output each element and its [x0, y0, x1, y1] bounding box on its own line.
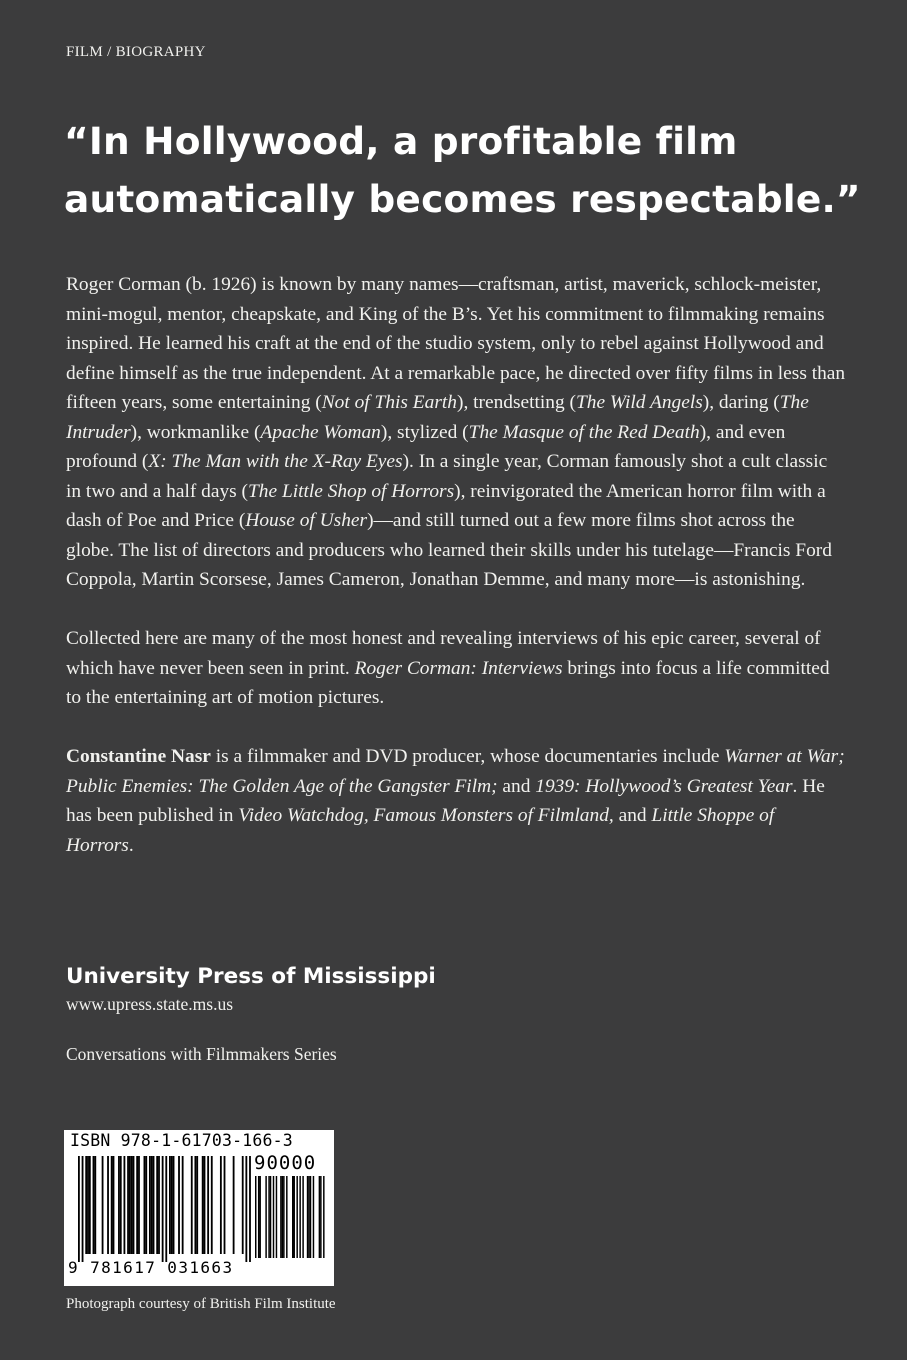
barcode-bar	[293, 1176, 294, 1258]
barcode-bar	[302, 1176, 303, 1258]
barcode-bar	[173, 1156, 175, 1254]
barcode-bar	[118, 1156, 120, 1254]
barcode-bar	[308, 1176, 309, 1258]
barcode-bar	[296, 1176, 297, 1258]
barcode-bar	[313, 1176, 314, 1258]
barcode-bar	[87, 1156, 89, 1254]
author-bio: Constantine Nasr is a filmmaker and DVD producer, whose documentaries include Warner at War; Public Enemies: The Golden Age of the Gangster Film; and 1939: Hollywood’s Greatest Year. He has been published in Video Watchdog, Famous Monsters of Filmland, and Little Shoppe of Horrors.	[66, 746, 845, 856]
barcode-bar	[245, 1156, 247, 1262]
barcode-bar	[259, 1176, 260, 1258]
isbn-number: ISBN 978-1-61703-166-3	[70, 1131, 293, 1150]
barcode-bar	[233, 1156, 235, 1254]
barcode-bar	[211, 1156, 213, 1254]
barcode-bar	[89, 1156, 91, 1254]
barcode-bar	[242, 1156, 244, 1254]
barcode-bar	[270, 1176, 271, 1258]
barcode-bar	[292, 1176, 293, 1258]
quote-line-2: automatically becomes respectable.”	[64, 177, 861, 221]
barcode-bar	[153, 1156, 155, 1254]
barcode-bar	[286, 1176, 287, 1258]
description	[66, 270, 846, 860]
barcode-digits: 9 781617 031663	[68, 1258, 234, 1277]
series-name: Conversations with Filmmakers Series	[66, 1044, 337, 1064]
barcode-bar	[129, 1156, 131, 1254]
barcode-bar	[224, 1156, 226, 1254]
barcode-bar	[265, 1176, 266, 1258]
barcode-bar	[171, 1156, 173, 1254]
barcode-bar	[158, 1156, 160, 1254]
pull-quote	[64, 112, 864, 228]
price-code: 90000	[254, 1152, 317, 1174]
barcode-bar	[310, 1176, 311, 1258]
barcode-bar	[93, 1156, 95, 1254]
barcode-bar	[282, 1176, 283, 1258]
barcode-bar	[136, 1156, 138, 1254]
barcode-bar	[78, 1156, 80, 1262]
barcode-bar	[165, 1156, 167, 1262]
photo-credit: Photograph courtesy of British Film Institute	[66, 1296, 336, 1312]
barcode-bar	[319, 1176, 320, 1258]
barcode-bar	[82, 1156, 84, 1262]
publisher-url: www.upress.state.ms.us	[66, 994, 234, 1014]
barcode-bar	[102, 1156, 104, 1254]
barcode-bar	[220, 1156, 222, 1254]
barcode-bar	[151, 1156, 153, 1254]
category-label: FILM / BIOGRAPHY	[66, 44, 206, 60]
barcode-bar	[120, 1156, 122, 1254]
barcode-bar	[107, 1156, 109, 1254]
barcode-bar	[273, 1176, 274, 1258]
barcode-bar	[111, 1156, 113, 1254]
barcode-bar	[299, 1176, 300, 1258]
barcode-bar	[144, 1156, 146, 1254]
barcode-bar	[194, 1156, 196, 1254]
barcode-bar	[94, 1156, 96, 1254]
barcode-bar	[255, 1176, 256, 1258]
barcode-bar	[191, 1156, 193, 1254]
barcode-bar	[113, 1156, 115, 1254]
barcode-bar	[145, 1156, 147, 1254]
barcode-bar	[133, 1156, 135, 1254]
barcode-bar	[320, 1176, 321, 1258]
barcode-bar	[276, 1176, 277, 1258]
quote-line-1: “In Hollywood, a profitable film	[64, 119, 738, 163]
barcode-bar	[178, 1156, 180, 1254]
barcode-bar	[258, 1176, 259, 1258]
barcode-bar	[127, 1156, 129, 1254]
barcode-bar	[323, 1176, 324, 1258]
barcode-bar	[131, 1156, 133, 1254]
barcode-bar	[307, 1176, 308, 1258]
barcode-bar	[149, 1156, 151, 1254]
isbn-barcode	[64, 1130, 334, 1286]
barcode-bar	[169, 1156, 171, 1254]
barcode-bar	[283, 1176, 284, 1258]
barcode-bar	[182, 1156, 184, 1254]
barcode-bar	[124, 1156, 126, 1254]
barcode-bar	[207, 1156, 209, 1254]
publisher-name: University Press of Mississippi	[66, 964, 436, 989]
barcode-bar	[268, 1176, 269, 1258]
barcode-bar	[162, 1156, 164, 1262]
barcode-bar	[138, 1156, 140, 1254]
barcode-bar	[85, 1156, 87, 1254]
barcode-bar	[249, 1156, 251, 1262]
barcode-bar	[156, 1156, 158, 1254]
barcode-bar	[204, 1156, 206, 1254]
barcode-bar	[202, 1156, 204, 1254]
description-paragraph-2: Collected here are many of the most honest and revealing interviews of his epic career, several of which have never been seen in print. Roger Corman: Interviews brings into focus a life committed to the entertaining art of motion pictures.	[66, 628, 830, 708]
author-name: Constantine Nasr	[66, 746, 211, 767]
description-paragraph-1: Roger Corman (b. 1926) is known by many names—craftsman, artist, maverick, schlock-meister, mini-mogul, mentor, cheapskate, and King of the B’s. Yet his commitment to filmmaking remains inspired. He learned his craft at the end of the studio system, only to rebel against Hollywood and define himself as the true independent. At a remarkable pace, he directed over fifty films in less than fifteen years, some entertaining (Not of This Earth), trendsetting (The Wild Angels), daring (The Intruder), workmanlike (Apache Woman), stylized (The Masque of the Red Death), and even profound (X: The Man with the X-Ray Eyes). In a single year, Corman famously shot a cult classic in two and a half days (The Little Shop of Horrors), reinvigorated the American horror film with a dash of Poe and Price (House of Usher)—and still turned out a few more films shot across the globe. The list of directors and producers who learned their skills under his tutelage—Francis Ford Coppola, Martin Scorsese, James Cameron, Jonathan Demme, and many more—is astonishing.	[66, 274, 846, 590]
barcode-bar	[196, 1156, 198, 1254]
barcode-bar	[280, 1176, 281, 1258]
